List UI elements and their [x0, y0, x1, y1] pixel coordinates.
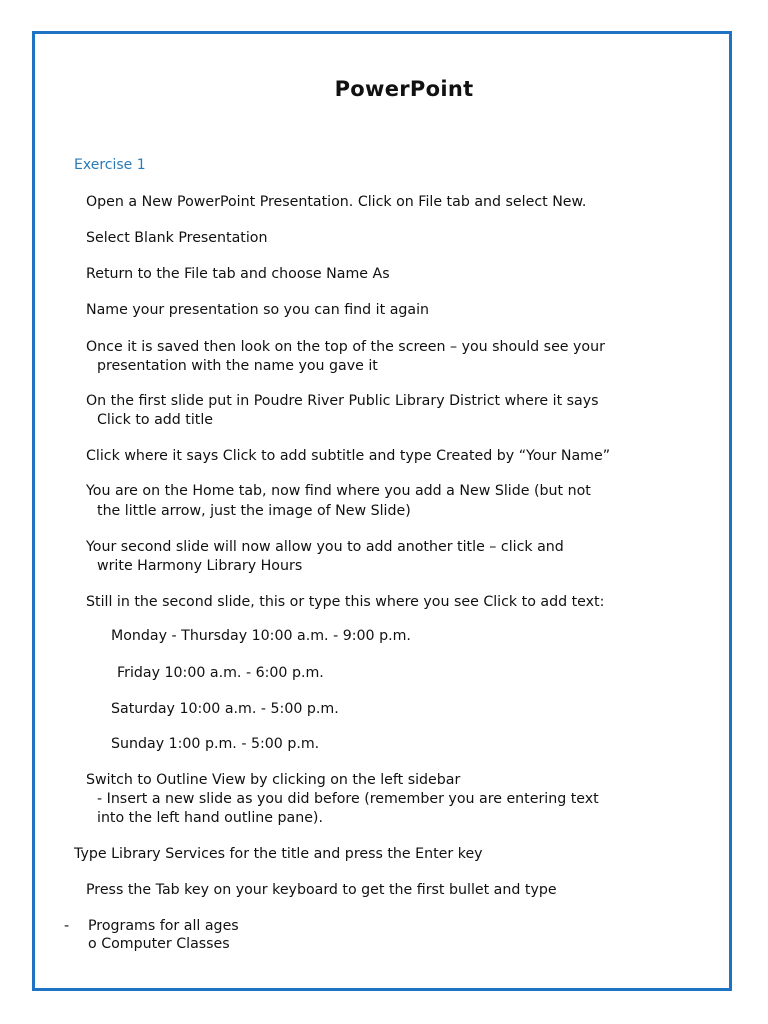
step-tab-key: Press the Tab key on your keyboard to get the first bullet and type: [86, 882, 557, 898]
sub-bullet-computer-classes: o Computer Classes: [88, 936, 230, 952]
step-select-blank: Select Blank Presentation: [86, 230, 268, 246]
step-library-services: Type Library Services for the title and press the Enter key: [74, 846, 483, 862]
bullet-programs: Programs for all ages: [88, 918, 239, 934]
step-open-new-presentation: Open a New PowerPoint Presentation. Click on File tab and select New.: [86, 194, 587, 210]
step-second-slide-line-2: write Harmony Library Hours: [97, 558, 303, 574]
step-name-presentation: Name your presentation so you can find it again: [86, 302, 430, 318]
step-add-text: Still in the second slide, this or type this where you see Click to add text:: [86, 594, 605, 610]
step-new-slide-line-1: You are on the Home tab, now find where you add a New Slide (but not: [86, 483, 591, 499]
exercise-heading: Exercise 1: [74, 157, 146, 173]
hours-friday: Friday 10:00 a.m. - 6:00 p.m.: [117, 665, 324, 681]
hours-sunday: Sunday 1:00 p.m. - 5:00 p.m.: [111, 736, 320, 752]
step-saved-line-1: Once it is saved then look on the top of the screen – you should see your: [86, 339, 605, 355]
bullet-dash: -: [64, 918, 70, 934]
step-outline-view-line-2: - Insert a new slide as you did before (remember you are entering text: [97, 791, 599, 807]
page-title: PowerPoint: [334, 77, 474, 101]
hours-monday-thursday: Monday - Thursday 10:00 a.m. - 9:00 p.m.: [111, 628, 411, 644]
step-first-slide-line-1: On the first slide put in Poudre River Public Library District where it says: [86, 393, 599, 409]
step-name-as: Return to the File tab and choose Name As: [86, 266, 390, 282]
step-new-slide-line-2: the little arrow, just the image of New Slide): [97, 503, 411, 519]
step-second-slide-line-1: Your second slide will now allow you to add another title – click and: [86, 539, 564, 555]
step-outline-view-line-3: into the left hand outline pane).: [97, 810, 323, 826]
step-saved-line-2: presentation with the name you gave it: [97, 358, 378, 374]
step-subtitle: Click where it says Click to add subtitle and type Created by “Your Name”: [86, 448, 611, 464]
step-outline-view-line-1: Switch to Outline View by clicking on the left sidebar: [86, 772, 461, 788]
step-first-slide-line-2: Click to add title: [97, 412, 214, 428]
hours-saturday: Saturday 10:00 a.m. - 5:00 p.m.: [111, 701, 339, 717]
